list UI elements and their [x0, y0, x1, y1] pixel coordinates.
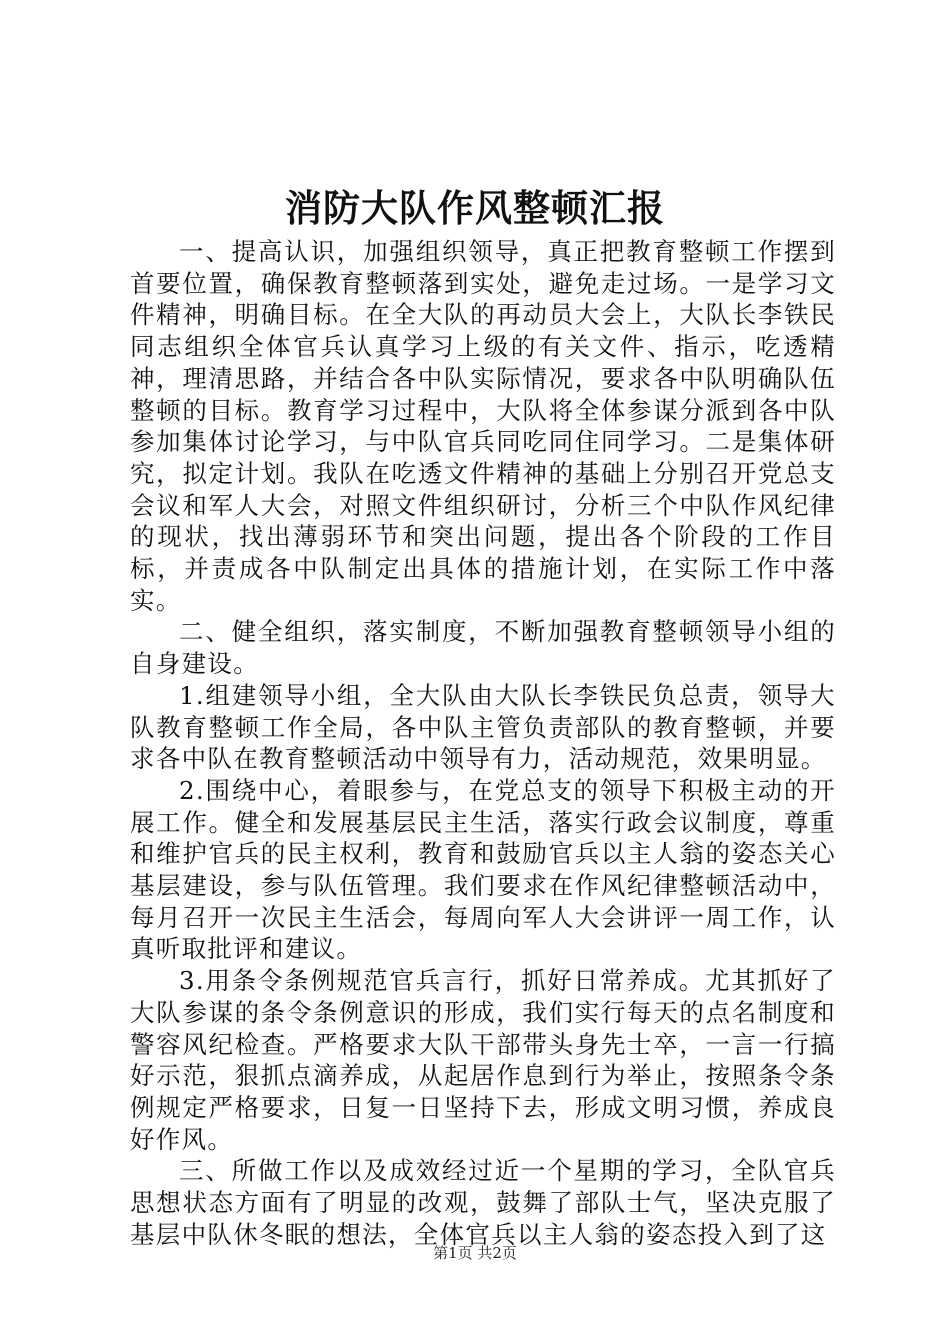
paragraph-4: 2.围绕中心，着眼参与，在党总支的领导下积极主动的开展工作。健全和发展基层民主生活，落实行政会议制度，尊重和维护官兵的民主权利，教育和鼓励官兵以主人翁的姿态关心基层建设，参与队伍管理。我们要求在作风纪律整顿活动中，每月召开一次民主生活会，每周向军人大会讲评一周工作，认真听取批评和建议。 [130, 775, 836, 964]
paragraph-5: 3.用条令条例规范官兵言行，抓好日常养成。尤其抓好了大队参谋的条令条例意识的形成，我们实行每天的点名制度和警容风纪检查。严格要求大队干部带头身先士卒，一言一行搞好示范，狠抓点滴养成，从起居作息到行为举止，按照条令条例规定严格要求，日复一日坚持下去，形成文明习惯，养成良好作风。 [130, 966, 836, 1154]
document-title: 消防大队作风整顿汇报 [285, 186, 665, 230]
paragraph-2: 二、健全组织，落实制度，不断加强教育整顿领导小组的自身建设。 [130, 617, 836, 679]
paragraph-6: 三、所做工作以及成效经过近一个星期的学习，全队官兵思想状态方面有了明显的改观，鼓舞了部队士气，坚决克服了基层中队休冬眠的想法，全体官兵以主人翁的姿态投入到了这 [130, 1156, 836, 1249]
paragraph-1: 一、提高认识，加强组织领导，真正把教育整顿工作摆到首要位置，确保教育整顿落到实处，避免走过场。一是学习文件精神，明确目标。在全大队的再动员大会上，大队长李铁民同志组织全体官兵认真学习上级的有关文件、指示，吃透精神，理清思路，并结合各中队实际情况，要求各中队明确队伍整顿的目标。教育学习过程中，大队将全体参谋分派到各中队参加集体讨论学习，与中队官兵同吃同住同学习。二是集体研究，拟定计划。我队在吃透文件精神的基础上分别召开党总支会议和军人大会，对照文件组织研讨，分析三个中队作风纪律的现状，找出薄弱环节和突出问题，提出各个阶段的工作目标，并责成各中队制定出具体的措施计划，在实际工作中落实。 [130, 237, 836, 615]
paragraph-3: 1.组建领导小组，全大队由大队长李铁民负总责，领导大队教育整顿工作全局，各中队主管负责部队的教育整顿，并要求各中队在教育整顿活动中领导有力，活动规范，效果明显。 [130, 680, 836, 774]
document-body [130, 236, 836, 1251]
page-footer: 第1页 共2页 [433, 1244, 517, 1262]
